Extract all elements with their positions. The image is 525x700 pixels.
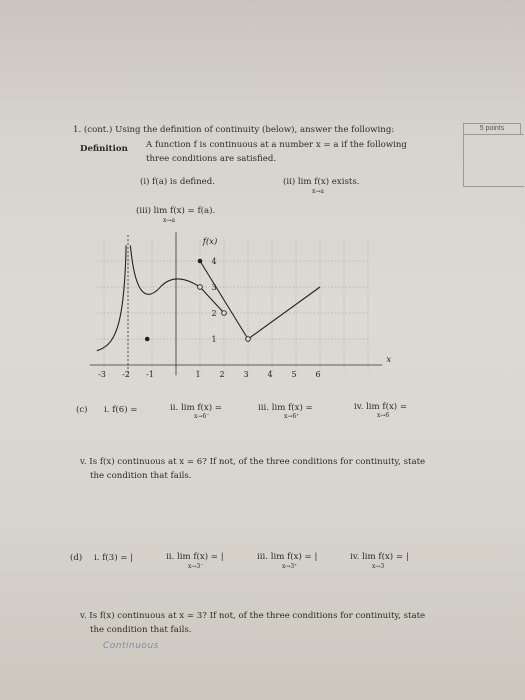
part-c-iv: iv. lim f(x) = xyxy=(354,402,408,412)
closed-point xyxy=(198,259,203,264)
closed-point xyxy=(145,337,150,342)
part-c-v-line1: v. Is f(x) continuous at x = 6? If not, of the three conditions for continuity, state xyxy=(80,457,426,467)
definition-term: Definition xyxy=(80,144,128,154)
x-tick-label: -1 xyxy=(146,370,154,379)
x-tick-label: 1 xyxy=(195,370,201,379)
part-d-ii: ii. lim f(x) = | xyxy=(166,552,224,562)
x-tick-label: 2 xyxy=(219,370,225,379)
x-tick-label: 6 xyxy=(315,370,321,379)
part-d-ii-sub: x→3⁻ xyxy=(188,563,204,570)
handwritten-answer: Continuous xyxy=(103,641,159,651)
open-point xyxy=(222,311,227,316)
part-d-iv-sub: x→3 xyxy=(372,563,385,570)
points-label: 5 points xyxy=(463,123,521,135)
part-d-v-line1: v. Is f(x) continuous at x = 3? If not, of the three conditions for continuity, state xyxy=(80,611,426,621)
condition-3: (iii) lim f(x) = f(a). xyxy=(136,206,216,216)
part-c-iii: iii. lim f(x) = xyxy=(258,403,313,413)
graph-grid xyxy=(90,232,383,375)
y-axis-label: f(x) xyxy=(202,237,218,248)
x-tick-label: 4 xyxy=(267,370,273,379)
x-tick-label: -3 xyxy=(98,370,106,379)
x-tick-label: 3 xyxy=(243,370,249,379)
question-header: 1. (cont.) Using the definition of continuity (below), answer the following: xyxy=(73,125,395,135)
part-d-iii-sub: x→3⁺ xyxy=(282,563,298,570)
condition-2: (ii) lim f(x) exists. xyxy=(283,177,360,187)
y-tick-label: 1 xyxy=(211,335,217,344)
x-tick-label: -2 xyxy=(122,370,130,379)
curve-middle xyxy=(130,245,200,294)
condition-1: (i) f(a) is defined. xyxy=(140,177,215,187)
part-c-ii-sub: x→6⁻ xyxy=(194,413,210,420)
x-axis-label: x xyxy=(386,355,392,365)
open-point xyxy=(198,285,203,290)
part-d-v-line2: the condition that fails. xyxy=(90,625,192,635)
open-point xyxy=(246,337,251,342)
part-c-ii: ii. lim f(x) = xyxy=(170,403,223,413)
part-c-v-line2: the condition that fails. xyxy=(90,471,192,481)
part-d-label: (d) xyxy=(70,553,83,563)
part-c-label: (c) xyxy=(76,405,88,415)
part-c-i: i. f(6) = xyxy=(104,405,138,415)
y-tick-label: 4 xyxy=(211,257,217,266)
definition-text-1: A function f is continuous at a number x = a if the following xyxy=(146,140,407,150)
part-d-i: i. f(3) = | xyxy=(94,553,134,563)
part-d-iv: iv. lim f(x) = | xyxy=(350,552,409,562)
part-d-iii: iii. lim f(x) = | xyxy=(257,552,318,562)
condition-3-sub: x→a xyxy=(163,217,175,224)
graph-labels xyxy=(98,236,391,379)
condition-2-sub: x→a xyxy=(312,188,324,195)
x-tick-label: 5 xyxy=(291,370,297,379)
definition-text-2: three conditions are satisfied. xyxy=(146,154,277,164)
y-tick-label: 2 xyxy=(211,309,217,318)
part-c-iii-sub: x→6⁺ xyxy=(284,413,300,420)
part-c-iv-sub: x→6 xyxy=(377,412,390,419)
y-tick-label: 3 xyxy=(211,283,217,292)
